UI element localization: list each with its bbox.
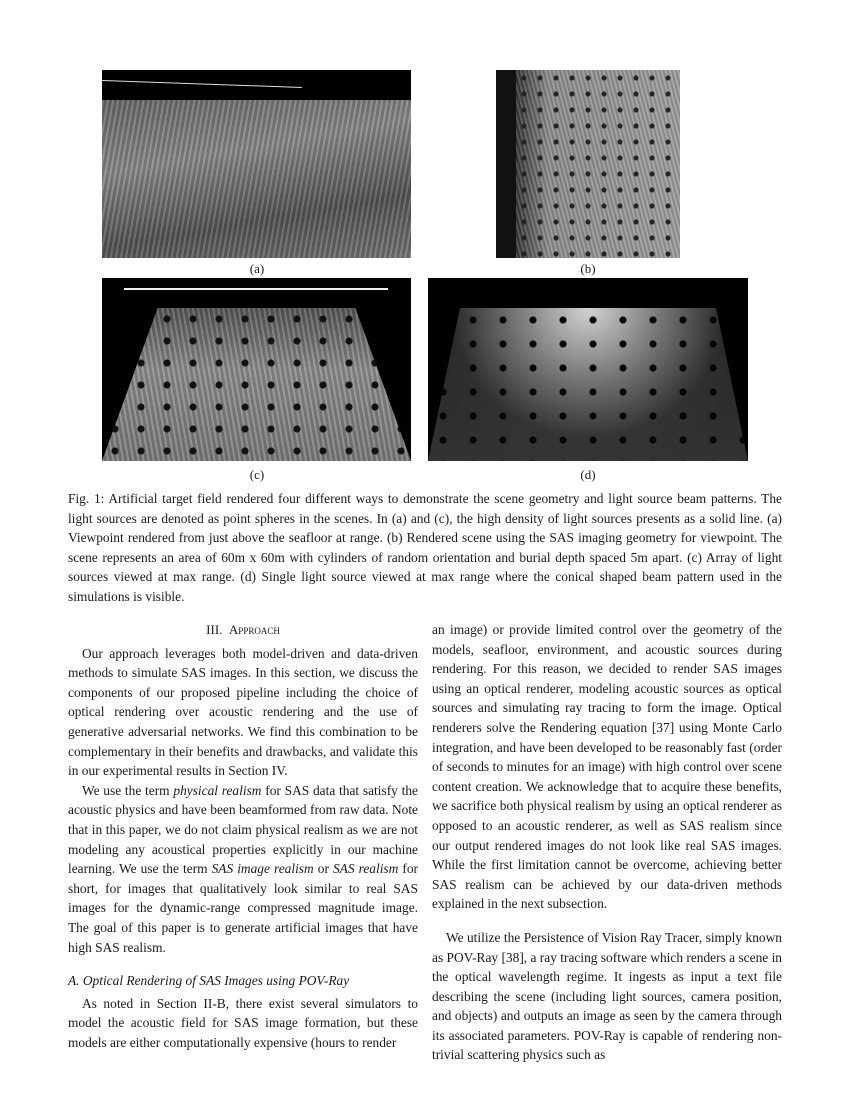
left-column	[68, 620, 418, 1052]
figure-a-label: (a)	[249, 261, 265, 276]
section-number: III.	[206, 622, 223, 637]
paragraph: an image) or provide limited control over the geometry of the models, seafloor, environment, and acoustic sources during rendering. For this reason, we decided to render SAS images using an optical renderer, modeling acoustic sources as optical sources and simulating ray tracing to form the image. Optical renderers solve the Rendering equation [37] using Monte Carlo integration, and have been developed to be reasonably fast (order of seconds to minutes for an image) with high control over scene content creation. We acknowledge that to acquire these benefits, we sacrifice both physical realism by using an optical renderer as opposed to an acoustic renderer, as well as SAS realism since our output rendered images do not look like real SAS images. While the first limitation cannot be overcome, achieving better SAS realism can be achieved by our data-driven methods explained in the next subsection.	[432, 622, 782, 912]
light-source-line	[102, 80, 302, 88]
paragraph: We utilize the Persistence of Vision Ray Tracer, simply known as POV-Ray [38], a ray tracing software which renders a scene in the optical wavelength regime. It ingests as input a text file describing the scene (including light sources, camera position, and objects) and outputs an image as seen by the camera through its associated parameters. POV-Ray is capable of rendering non-trivial scattering physics such as	[432, 929, 782, 1063]
light-source-line	[124, 288, 388, 290]
paragraph: We use the term physical realism for SAS data that satisfy the acoustic physics and have been beamformed from raw data. Note that in this paper, we do not claim physical realism as we are not modeling any acoustical properties explicitly in our machine learning. We use the term SAS image realism or SAS realism for short, for images that qualitatively look similar to real SAS images for the dynamic-range compressed magnitude image. The goal of this paper is to generate artificial images that have high SAS realism.	[68, 782, 418, 955]
figure-b-image	[496, 70, 680, 258]
right-column	[432, 620, 782, 1065]
figure-a-image	[102, 70, 411, 258]
subsection-heading: A. Optical Rendering of SAS Images using POV-Ray	[68, 973, 350, 989]
section-title: Approach	[228, 622, 280, 637]
figure-d-label: (d)	[580, 467, 596, 482]
figure-b-label: (b)	[580, 261, 596, 276]
figure-d-image	[428, 278, 748, 461]
figure-caption: Fig. 1: Artificial target field rendered four different ways to demonstrate the scene geometry and light source beam patterns. The light sources are denoted as point spheres in the scenes. In (a) and (c), the high density of light sources presents as a solid line. (a) Viewpoint rendered from just above the seafloor at range. (b) Rendered scene using the SAS imaging geometry for viewpoint. The scene represents an area of 60m x 60m with cylinders of random orientation and burial depth spaced 5m apart. (c) Array of light sources viewed at max range. (d) Single light source viewed at max range where the conical shaped beam pattern used in the simulations is visible.	[68, 491, 782, 604]
paragraph: As noted in Section II-B, there exist several simulators to model the acoustic field for SAS image formation, but these models are either computationally expensive (hours to render	[68, 995, 418, 1050]
section-heading	[68, 620, 418, 640]
figure-c-image	[102, 278, 411, 461]
figure-c-label: (c)	[249, 467, 265, 482]
paragraph: Our approach leverages both model-driven and data-driven methods to simulate SAS images. In this section, we discuss the components of our proposed pipeline including the choice of optical rendering over acoustic rendering and the use of generative adversarial networks. We find this combination to be complementary in their benefits and drawbacks, and validate this in our experimental results in Section IV.	[68, 645, 418, 779]
